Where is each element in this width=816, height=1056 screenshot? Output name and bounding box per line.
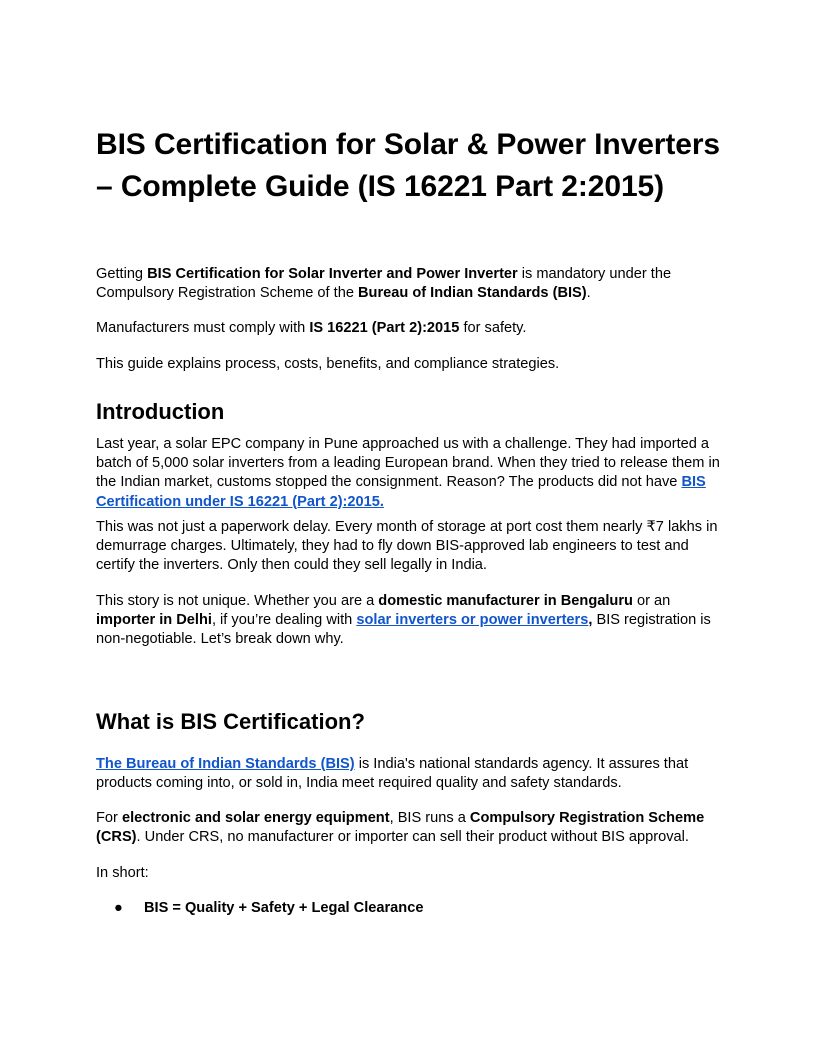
text: BIS registration is non-negotiable. Let’s break down why. [96, 612, 711, 648]
link-tail[interactable]: . [379, 493, 384, 510]
section-heading-introduction: Introduction [96, 399, 225, 424]
bis-is16221-link[interactable]: BIS Certification under IS 16221 (Part 2):2015 [96, 474, 706, 510]
text: , BIS runs a [389, 810, 470, 826]
bullet-list-item [114, 898, 423, 918]
bold-text: , [588, 612, 593, 629]
bold-text: Bureau of Indian Standards (BIS) [358, 285, 587, 302]
text: Getting [96, 266, 148, 282]
text: for safety. [459, 320, 527, 336]
section-heading-what-is-bis: What is BIS Certification? [96, 709, 365, 734]
text: Manufacturers must comply with [96, 320, 310, 336]
text: or an [632, 593, 671, 609]
bold-text: BIS Certification for Solar Inverter and Power Inverter [147, 266, 518, 282]
text: is India's national standards agency. It assures that products coming into, or sold in, India meet required quality and safety standards. [96, 756, 689, 792]
page-title: BIS Certification for Solar & Power Inverters – Complete Guide (IS 16221 Part 2:2015) [96, 128, 720, 203]
text: . [586, 285, 591, 302]
introduction-paragraph-2: This was not just a paperwork delay. Every month of storage at port cost them nearly ₹7 lakhs in demurrage charges. Ultimately, they had to fly down BIS-approved lab engineers to test and certify the inverters. Only then could they sell legally in India. [96, 519, 718, 574]
bullet-dot: ● [114, 900, 123, 916]
bold-text: domestic manufacturer in Bengaluru [378, 593, 633, 609]
bold-text: Compulsory Registration Scheme (CRS) [96, 810, 705, 846]
bold-text: IS 16221 (Part 2):2015 [309, 320, 460, 336]
what-is-paragraph-3: In short: [96, 865, 149, 881]
intro-paragraph-3: This guide explains process, costs, benefits, and compliance strategies. [96, 356, 560, 372]
text: For [96, 810, 122, 826]
what-is-paragraph-2 [96, 809, 720, 847]
what-is-paragraph-1 [96, 755, 720, 793]
introduction-paragraph-3 [96, 592, 720, 650]
bold-text: electronic and solar energy equipment [121, 810, 390, 826]
bold-text: importer in Delhi [96, 612, 212, 629]
text: This story is not unique. Whether you are a [96, 593, 379, 609]
intro-paragraph-1 [96, 265, 720, 303]
bullet-text: BIS = Quality + Safety + Legal Clearance [144, 900, 424, 916]
text: Last year, a solar EPC company in Pune approached us with a challenge. They had imported a batch of 5,000 solar inverters from a leading European brand. When they tried to release them in the Indian market, customs stopped the consignment. Reason? The products did not have [96, 436, 720, 491]
solar-inverters-link[interactable]: solar inverters or power inverters [356, 612, 589, 629]
text: is mandatory under the Compulsory Registration Scheme of the [96, 266, 672, 302]
text: . Under CRS, no manufacturer or importer can sell their product without BIS approval. [136, 829, 689, 846]
text: , if you’re dealing with [211, 612, 357, 629]
bis-agency-link[interactable]: The Bureau of Indian Standards (BIS) [96, 756, 355, 772]
intro-paragraph-2 [96, 319, 720, 338]
introduction-paragraph-1 [96, 435, 720, 512]
